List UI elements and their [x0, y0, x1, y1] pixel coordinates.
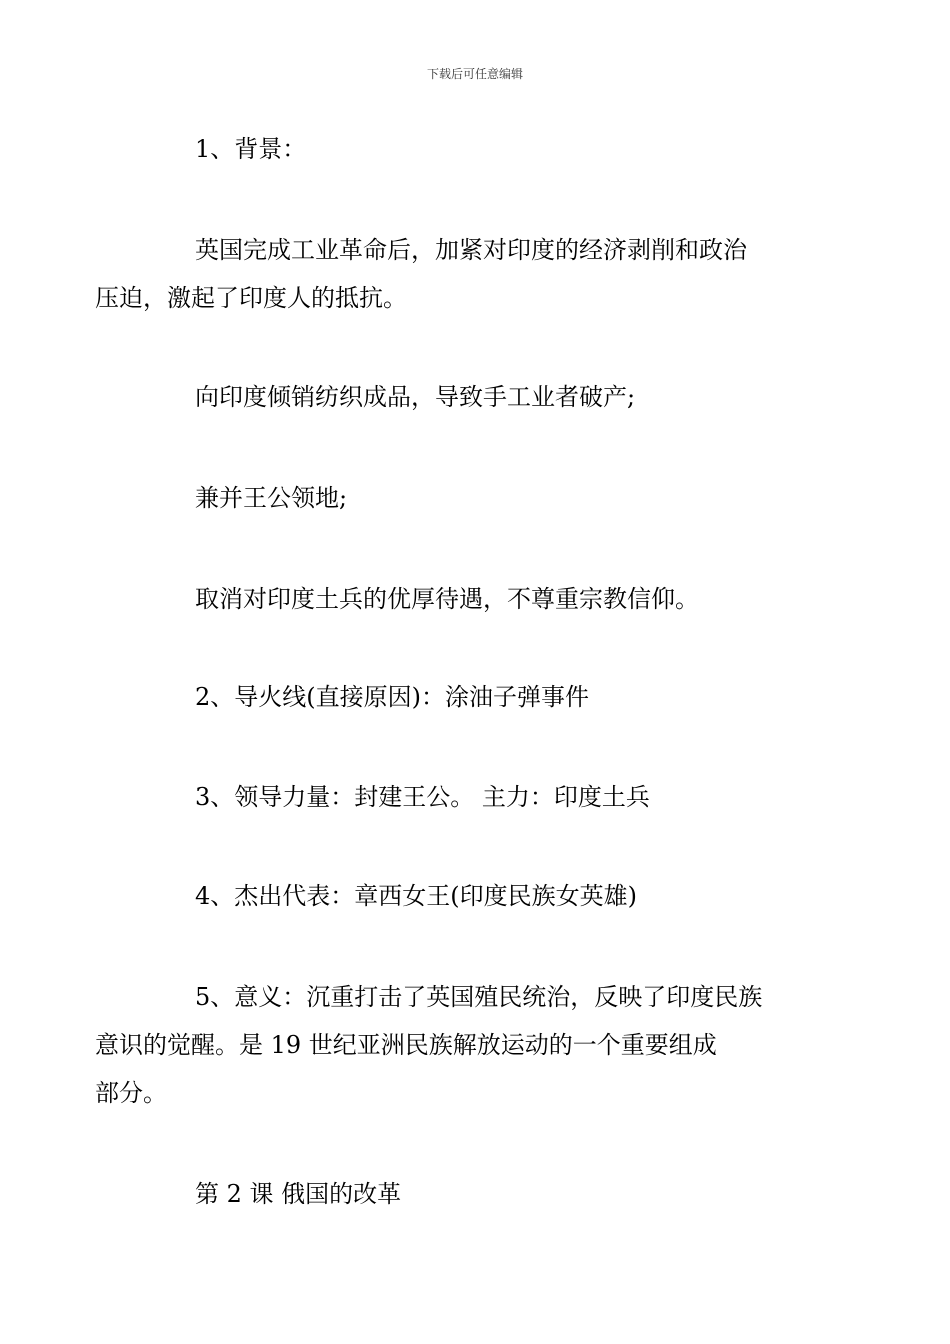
page-header: 下载后可任意编辑	[426, 67, 523, 81]
lesson-title: 第 2 课 俄国的改革	[195, 1180, 402, 1208]
paragraph-line: 英国完成工业革命后，加紧对印度的经济剥削和政治	[195, 236, 747, 264]
paragraph-background-heading: 1、背景：	[195, 135, 307, 163]
paragraph-significance	[95, 973, 810, 1117]
paragraph-annexation: 兼并王公领地;	[195, 484, 348, 512]
paragraph-representative: 4、杰出代表：章西女王(印度民族女英雄)	[195, 882, 637, 910]
paragraph-leadership: 3、领导力量：封建王公。 主力：印度土兵	[195, 783, 650, 811]
paragraph-trigger: 2、导火线(直接原因)：涂油子弹事件	[195, 683, 589, 711]
paragraph-line: 压迫，激起了印度人的抵抗。	[95, 284, 407, 312]
paragraph-line: 5、意义：沉重打击了英国殖民统治，反映了印度民族	[195, 983, 763, 1011]
paragraph-line: 意识的觉醒。是 19 世纪亚洲民族解放运动的一个重要组成	[95, 1031, 717, 1059]
paragraph-background-text	[95, 226, 810, 322]
paragraph-soldiers: 取消对印度土兵的优厚待遇，不尊重宗教信仰。	[195, 585, 699, 613]
paragraph-textile: 向印度倾销纺织成品，导致手工业者破产;	[195, 383, 636, 411]
paragraph-line: 部分。	[95, 1079, 167, 1107]
